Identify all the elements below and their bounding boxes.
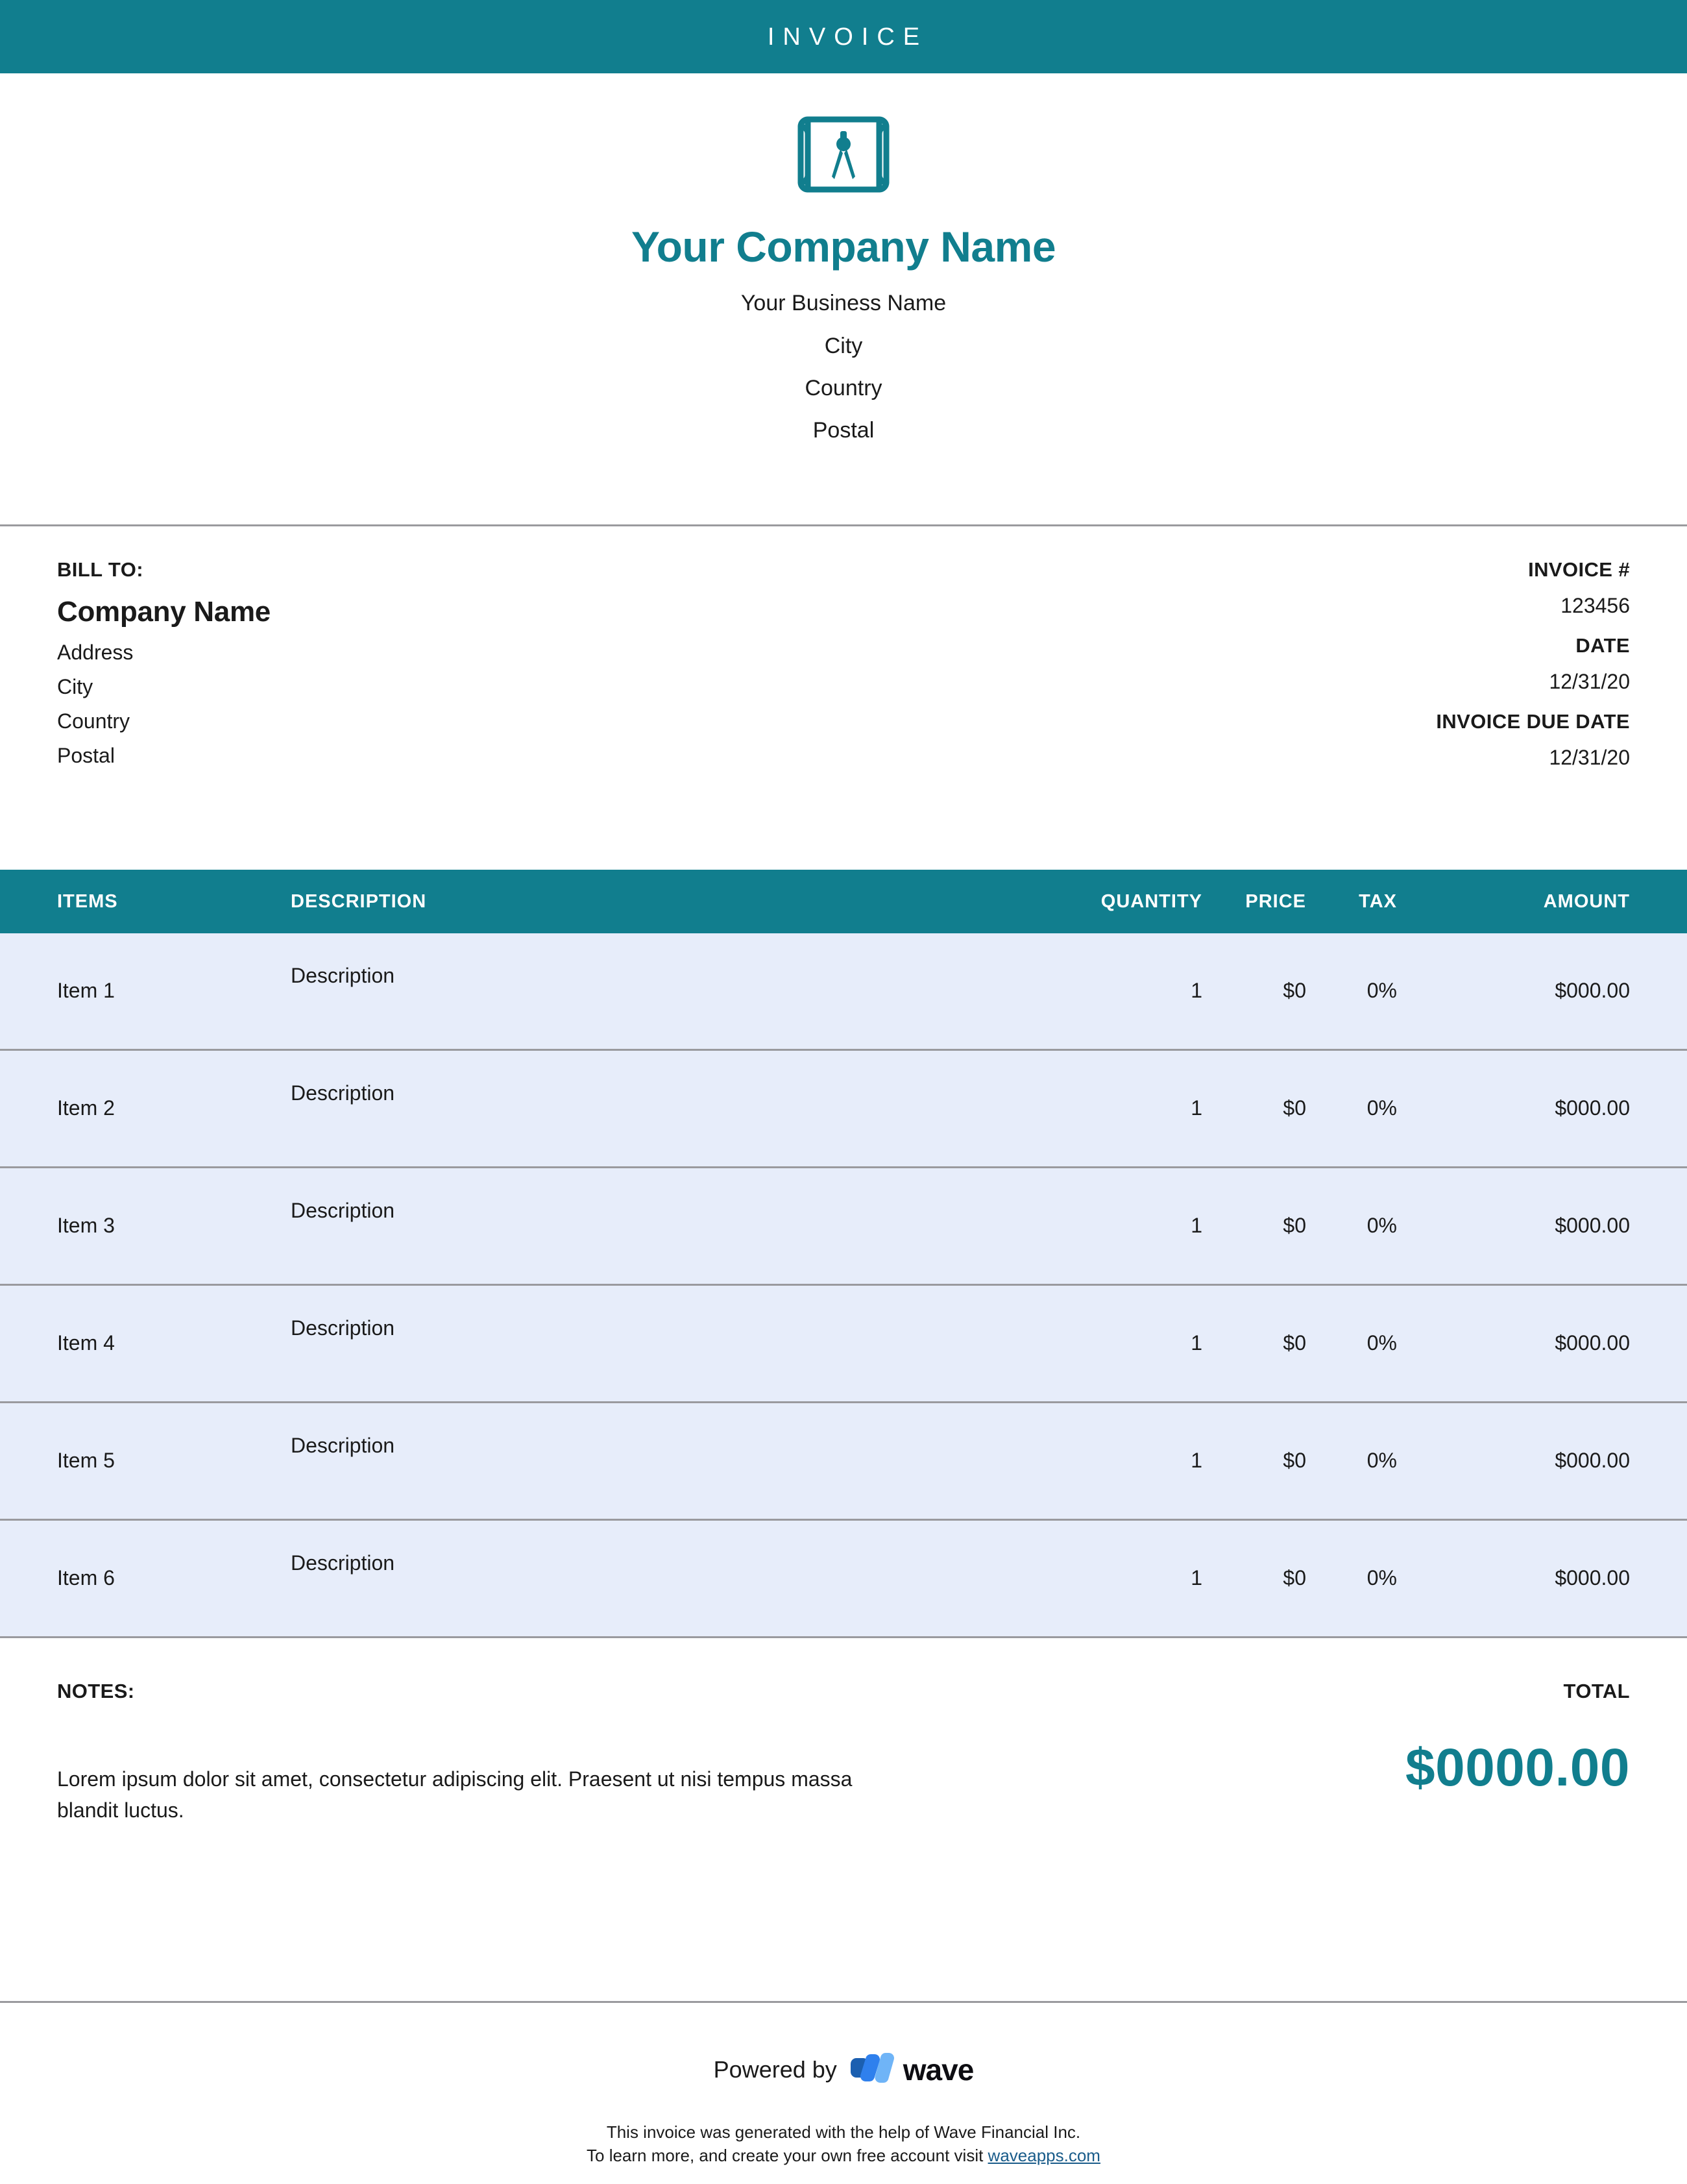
column-header-items: ITEMS — [57, 890, 118, 912]
cell-tax: 0% — [1366, 979, 1397, 1003]
company-postal: Postal — [812, 418, 875, 443]
fineprint-line-2 — [587, 2144, 1100, 2168]
cell-tax: 0% — [1366, 1566, 1397, 1590]
waveapps-link[interactable]: waveapps.com — [988, 2145, 1100, 2165]
line-items-table — [0, 870, 1687, 1638]
column-header-quantity: QUANTITY — [1100, 890, 1202, 912]
column-header-description: DESCRIPTION — [291, 890, 427, 912]
cell-item: Item 2 — [57, 1096, 115, 1120]
table-row — [0, 1286, 1687, 1403]
cell-amount: $000.00 — [1555, 1331, 1630, 1355]
table-row — [0, 1521, 1687, 1638]
cell-amount: $000.00 — [1555, 1566, 1630, 1590]
notes-label: NOTES: — [57, 1680, 135, 1702]
table-row — [0, 1403, 1687, 1521]
cell-quantity: 1 — [1191, 1331, 1202, 1355]
cell-item: Item 5 — [57, 1449, 115, 1473]
invoice-date-label: DATE — [1575, 634, 1630, 657]
cell-tax: 0% — [1366, 1449, 1397, 1473]
invoice-number-label: INVOICE # — [1528, 558, 1630, 581]
cell-description: Description — [291, 1081, 395, 1105]
table-row — [0, 933, 1687, 1051]
fineprint-line-2-prefix: To learn more, and create your own free account visit — [587, 2145, 988, 2165]
cell-amount: $000.00 — [1555, 1449, 1630, 1473]
wave-logo-icon — [847, 2052, 895, 2087]
bill-to-label: BILL TO: — [57, 558, 143, 581]
notes-body: Lorem ipsum dolor sit amet, consectetur adipiscing elit. Praesent ut nisi tempus massa blandit luctus. — [57, 1767, 853, 1822]
notes-and-total-section — [0, 1681, 1687, 1826]
notes-block — [57, 1681, 965, 1826]
total-amount: $0000.00 — [1405, 1738, 1630, 1797]
company-name: Your Company Name — [631, 223, 1056, 271]
wave-brand — [847, 2052, 974, 2087]
company-business-name: Your Business Name — [740, 291, 947, 316]
total-block — [1046, 1681, 1630, 1826]
cell-price: $0 — [1283, 1331, 1306, 1355]
invoice-meta-section — [0, 559, 1687, 865]
invoice-number-value: 123456 — [1560, 594, 1630, 617]
cell-quantity: 1 — [1191, 1096, 1202, 1120]
powered-by-label: Powered by — [713, 2055, 837, 2083]
cell-tax: 0% — [1366, 1331, 1397, 1355]
table-row — [0, 1168, 1687, 1286]
cell-item: Item 6 — [57, 1566, 115, 1590]
cell-description: Description — [291, 964, 395, 987]
column-header-tax: TAX — [1359, 890, 1397, 912]
invoice-footer — [0, 2003, 1687, 2184]
cell-quantity: 1 — [1191, 979, 1202, 1003]
total-label: TOTAL — [1563, 1680, 1630, 1702]
bill-to-block — [57, 559, 836, 865]
invoice-details-block — [916, 559, 1630, 865]
table-header-row — [0, 870, 1687, 933]
table-row — [0, 1051, 1687, 1168]
column-header-price: PRICE — [1245, 890, 1306, 912]
bill-to-country: Country — [57, 709, 130, 733]
cell-price: $0 — [1283, 1449, 1306, 1473]
fineprint-line-1: This invoice was generated with the help of Wave Financial Inc. — [606, 2122, 1081, 2142]
wave-wordmark: wave — [903, 2052, 974, 2087]
cell-description: Description — [291, 1199, 395, 1222]
invoice-due-date-value: 12/31/20 — [1549, 746, 1630, 769]
cell-description: Description — [291, 1434, 395, 1457]
footer-fineprint — [587, 2121, 1100, 2168]
invoice-header-bar — [0, 0, 1687, 73]
cell-item: Item 4 — [57, 1331, 115, 1355]
bill-to-city: City — [57, 675, 93, 699]
cell-item: Item 1 — [57, 979, 115, 1003]
company-header — [0, 73, 1687, 526]
cell-tax: 0% — [1366, 1096, 1397, 1120]
cell-price: $0 — [1283, 1096, 1306, 1120]
cell-amount: $000.00 — [1555, 1096, 1630, 1120]
cell-quantity: 1 — [1191, 1214, 1202, 1238]
blueprint-compass-icon — [786, 109, 901, 200]
bill-to-postal: Postal — [57, 743, 115, 767]
cell-item: Item 3 — [57, 1214, 115, 1238]
cell-price: $0 — [1283, 1566, 1306, 1590]
invoice-date-value: 12/31/20 — [1549, 670, 1630, 693]
bill-to-address: Address — [57, 641, 134, 665]
powered-by-block — [714, 2052, 974, 2087]
company-country: Country — [805, 376, 882, 401]
cell-quantity: 1 — [1191, 1449, 1202, 1473]
bill-to-company: Company Name — [57, 596, 271, 628]
cell-description: Description — [291, 1551, 395, 1575]
column-header-amount: AMOUNT — [1543, 890, 1630, 912]
cell-quantity: 1 — [1191, 1566, 1202, 1590]
header-divider — [0, 524, 1687, 526]
company-city: City — [824, 333, 863, 358]
cell-amount: $000.00 — [1555, 979, 1630, 1003]
invoice-due-date-label: INVOICE DUE DATE — [1436, 710, 1630, 733]
cell-price: $0 — [1283, 1214, 1306, 1238]
cell-amount: $000.00 — [1555, 1214, 1630, 1238]
cell-description: Description — [291, 1316, 395, 1340]
cell-tax: 0% — [1366, 1214, 1397, 1238]
page-title: INVOICE — [767, 23, 928, 51]
table-body — [0, 933, 1687, 1638]
cell-price: $0 — [1283, 979, 1306, 1003]
